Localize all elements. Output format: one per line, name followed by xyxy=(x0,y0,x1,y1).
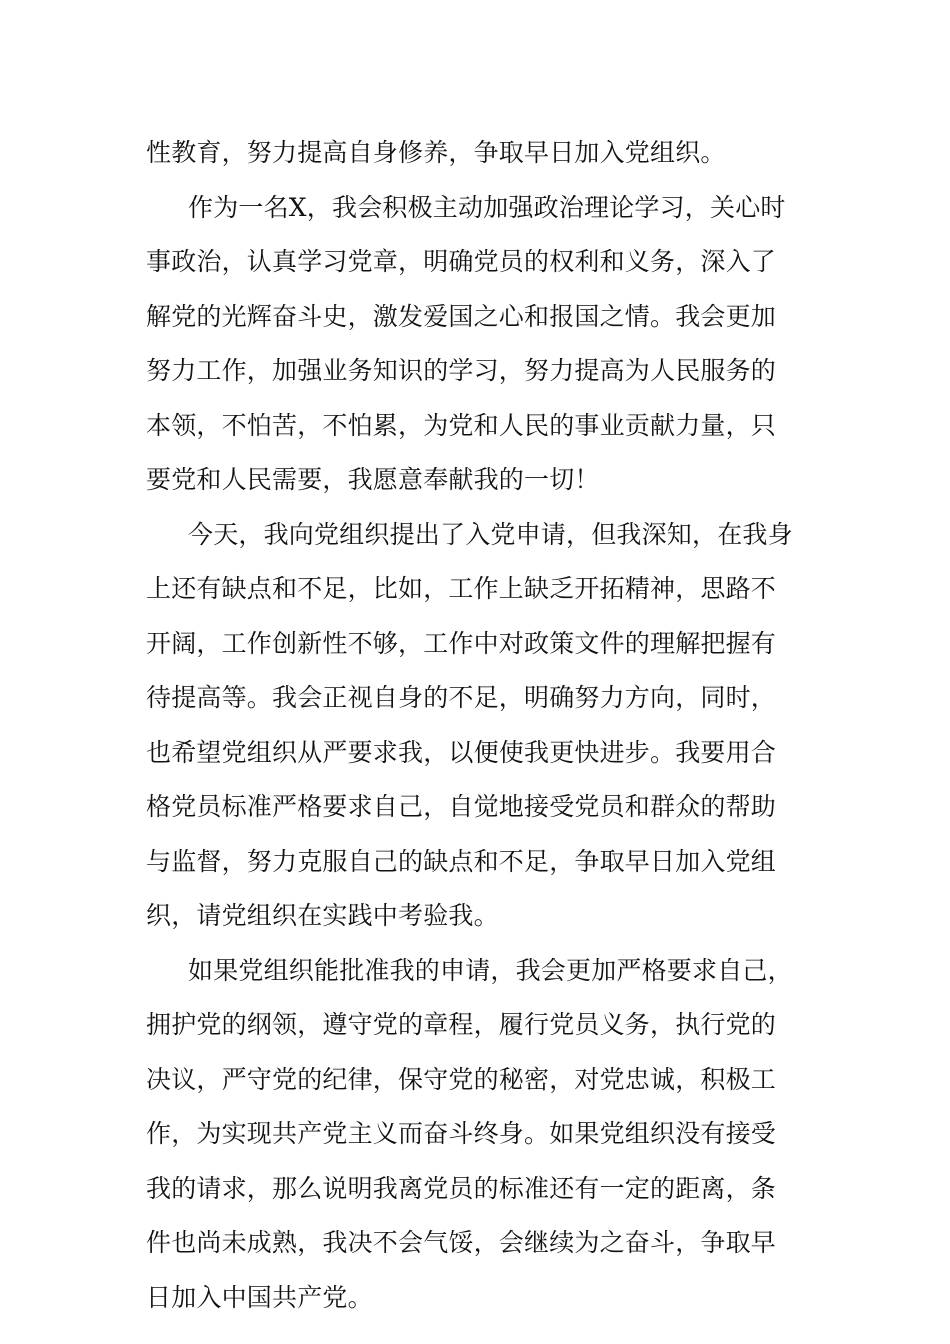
text-line: 件也尚未成熟，我决不会气馁，会继续为之奋斗，争取早 xyxy=(146,1228,777,1257)
text-line: 上还有缺点和不足，比如，工作上缺乏开拓精神，思路不 xyxy=(146,574,777,603)
text-line: 性教育，努力提高自身修养，争取早日加入党组织。 xyxy=(146,138,726,167)
text-line: 要党和人民需要，我愿意奉献我的一切！ xyxy=(146,465,600,494)
text-line: 决议，严守党的纪律，保守党的秘密，对党忠诚，积极工 xyxy=(146,1064,777,1094)
text-line: 也希望党组织从严要求我，以便使我更快进步。我要用合 xyxy=(146,737,777,767)
text-line: 作，为实现共产党主义而奋斗终身。如果党组织没有接受 xyxy=(146,1119,777,1148)
paragraph-3 xyxy=(146,508,806,944)
text-line: 事政治，认真学习党章，明确党员的权利和义务，深入了 xyxy=(146,247,777,276)
text-line: 今天，我向党组织提出了入党申请，但我深知，在我身 xyxy=(188,519,793,549)
text-line: 与监督，努力克服自己的缺点和不足，争取早日加入党组 xyxy=(146,846,777,876)
text-line: 待提高等。我会正视自身的不足，明确努力方向，同时， xyxy=(146,683,777,712)
text-line: 作为一名X，我会积极主动加强政治理论学习，关心时 xyxy=(188,192,786,222)
text-line: 解党的光辉奋斗史，激发爱国之心和报国之情。我会更加 xyxy=(146,301,777,331)
paragraph-2 xyxy=(146,181,806,508)
body-text xyxy=(146,126,806,1325)
text-line: 本领，不怕苦，不怕累，为党和人民的事业贡献力量，只 xyxy=(146,410,777,440)
paragraph-1 xyxy=(146,126,806,181)
text-line: 拥护党的纲领，遵守党的章程，履行党员义务，执行党的 xyxy=(146,1010,777,1039)
text-line: 格党员标准严格要求自己，自觉地接受党员和群众的帮助 xyxy=(146,792,777,821)
text-line: 我的请求，那么说明我离党员的标准还有一定的距离，条 xyxy=(146,1173,777,1203)
text-line: 努力工作，加强业务知识的学习，努力提高为人民服务的 xyxy=(146,356,777,385)
text-line: 开阔，工作创新性不够，工作中对政策文件的理解把握有 xyxy=(146,628,777,658)
text-line: 如果党组织能批准我的申请，我会更加严格要求自己， xyxy=(188,955,793,985)
text-line: 日加入中国共产党。 xyxy=(146,1282,373,1312)
paragraph-4 xyxy=(146,944,806,1326)
text-line: 织，请党组织在实践中考验我。 xyxy=(146,901,499,930)
